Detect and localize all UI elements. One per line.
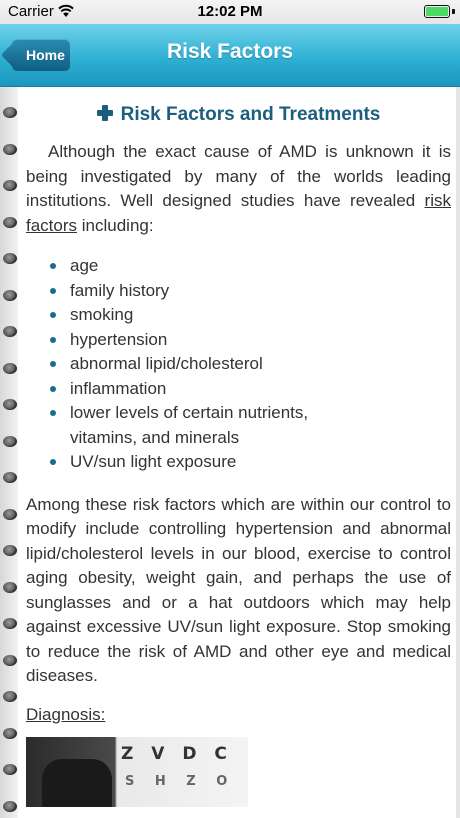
home-button-label: Home <box>26 47 65 63</box>
status-time: 12:02 PM <box>197 3 263 20</box>
eye-chart-row: S H Z O <box>125 773 236 789</box>
binding-ring <box>3 326 17 337</box>
status-bar <box>0 0 460 24</box>
binding-ring <box>3 290 17 301</box>
list-item <box>26 377 451 402</box>
binding-ring <box>3 691 17 702</box>
battery-tip <box>452 9 455 14</box>
bullet-icon <box>50 459 56 465</box>
list-item-text: abnormal lipid/cholesterol <box>70 354 263 373</box>
spiral-binding <box>0 87 18 818</box>
risk-factor-list <box>26 254 451 475</box>
binding-ring <box>3 764 17 775</box>
list-item-text: age <box>70 256 99 275</box>
binding-ring <box>3 363 17 374</box>
article-content[interactable] <box>26 98 451 807</box>
control-paragraph: Among these risk factors which are within our control to modify include controlling hypertension and abnormal lipid/cholesterol levels in our blood, exercise to control aging obesity, weight gain, and perhaps the use of sunglasses and or a hat outdoors which may help against excessive UV/sun light exposure. Stop smoking to reduce the risk of AMD and other eye and medical diseases. <box>26 494 451 685</box>
bullet-icon <box>50 263 56 269</box>
list-item-text: inflammation <box>70 378 167 398</box>
list-item <box>26 450 451 475</box>
bullet-icon <box>50 312 56 318</box>
diagnosis-heading <box>26 705 451 725</box>
binding-ring <box>3 655 17 666</box>
list-item-text: smoking <box>70 305 134 324</box>
bullet-icon <box>50 410 56 416</box>
binding-ring <box>3 545 17 556</box>
section-heading <box>26 104 451 126</box>
diagnosis-heading-text: Diagnosis: <box>26 704 106 724</box>
binding-ring <box>3 509 17 520</box>
bullet-icon <box>50 386 56 392</box>
list-item <box>26 328 451 353</box>
list-item <box>26 401 340 450</box>
binding-ring <box>3 217 17 228</box>
list-item-text: lower levels of certain nutrients, vitamins, and minerals <box>70 403 309 447</box>
list-item <box>26 303 451 328</box>
intro-suffix: including: <box>77 215 154 235</box>
bullet-icon <box>50 288 56 294</box>
eye-chart <box>121 741 235 795</box>
binding-ring <box>3 472 17 483</box>
eye-exam-photo <box>26 737 248 807</box>
binding-ring <box>3 144 17 155</box>
binding-ring <box>3 436 17 447</box>
battery-icon <box>424 5 450 18</box>
list-item-text: hypertension <box>70 329 168 349</box>
patient-silhouette <box>42 759 112 807</box>
risk-factors-link[interactable]: risk factors <box>26 191 451 235</box>
binding-ring <box>3 399 17 410</box>
bullet-icon <box>50 337 56 343</box>
intro-paragraph <box>26 140 451 238</box>
list-item-text: family history <box>70 280 170 300</box>
binding-ring <box>3 180 17 191</box>
page-title: Risk Factors <box>166 40 294 63</box>
carrier-label: Carrier <box>8 3 54 20</box>
list-item <box>26 254 451 279</box>
navigation-bar <box>0 24 460 87</box>
binding-ring <box>3 728 17 739</box>
binding-ring <box>3 618 17 629</box>
plus-icon <box>97 105 113 121</box>
eye-chart-row: Z V D C <box>121 743 233 764</box>
binding-ring <box>3 801 17 812</box>
binding-ring <box>3 582 17 593</box>
binding-ring <box>3 107 17 118</box>
list-item <box>26 352 451 377</box>
list-item <box>26 279 451 304</box>
binding-ring <box>3 253 17 264</box>
section-heading-text: Risk Factors and Treatments <box>120 104 381 125</box>
intro-text: Although the exact cause of AMD is unknown it is being investigated by many of the worlds leading institutions. Well designed studies have revealed <box>26 142 451 210</box>
page-edge <box>456 87 460 818</box>
bullet-icon <box>50 361 56 367</box>
list-item-text: UV/sun light exposure <box>70 452 237 471</box>
